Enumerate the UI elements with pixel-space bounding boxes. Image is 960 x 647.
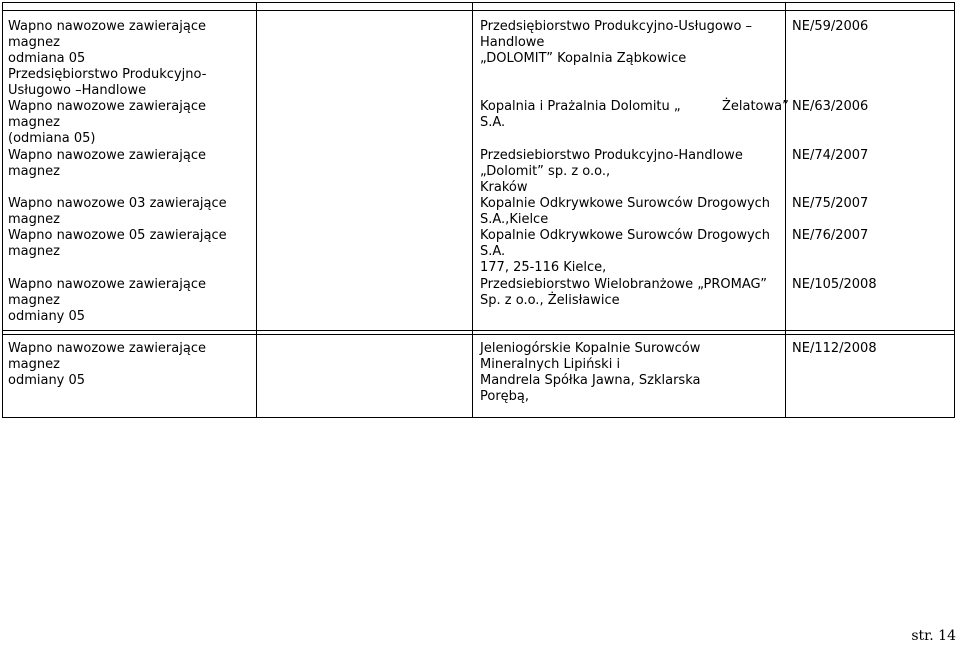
product-line: Wapno nawozowe zawierające	[8, 148, 206, 163]
table-border-top	[2, 2, 955, 3]
product-line: magnez	[8, 293, 60, 308]
table-header-line	[2, 10, 955, 11]
product-line: odmiany 05	[8, 373, 86, 388]
product-line: Przedsiębiorstwo Produkcyjno-	[8, 67, 207, 82]
product-line: (odmiana 05)	[8, 131, 96, 146]
product-line: magnez	[8, 115, 60, 130]
producer-line: Kopalnie Odkrywkowe Surowców Drogowych	[480, 196, 771, 211]
producer-line: „Dolomit” sp. z o.o.,	[480, 164, 611, 179]
product-line: odmiana 05	[8, 51, 86, 66]
producer-line: S.A.	[480, 244, 506, 259]
product-line: magnez	[8, 35, 60, 50]
page-number: str. 14	[911, 628, 956, 644]
decision-number: NE/105/2008	[792, 277, 877, 292]
product-line: Wapno nawozowe 03 zawierające	[8, 196, 227, 211]
producer-line: Handlowe	[480, 35, 545, 50]
producer-line: Przedsiebiorstwo Wielobranżowe „PROMAG”	[480, 277, 768, 292]
decision-number: NE/76/2007	[792, 228, 869, 243]
product-line: odmiany 05	[8, 309, 86, 324]
product-line: magnez	[8, 164, 60, 179]
producer-line: Przedsiębiorstwo Produkcyjno-Usługowo –	[480, 19, 753, 34]
producer-line: Jeleniogórskie Kopalnie Surowców	[480, 341, 701, 356]
product-line: Wapno nawozowe 05 zawierające	[8, 228, 227, 243]
table-row-divider	[2, 330, 955, 331]
table-border-bottom	[2, 417, 955, 418]
producer-line: Mineralnych Lipiński i	[480, 357, 621, 372]
table-row-divider-2	[2, 334, 955, 335]
table-border-col4	[785, 2, 786, 418]
producer-line: Kopalnie Odkrywkowe Surowców Drogowych	[480, 228, 771, 243]
product-line: magnez	[8, 357, 60, 372]
producer-line: Sp. z o.o., Żelisławice	[480, 293, 620, 308]
decision-number: NE/59/2006	[792, 19, 869, 34]
producer-line: Przedsiebiorstwo Produkcyjno-Handlowe	[480, 148, 743, 163]
product-line: Wapno nawozowe zawierające	[8, 341, 206, 356]
product-line: magnez	[8, 244, 60, 259]
producer-line: Kopalnia i Prażalnia Dolomitu „ Żelatowa”	[480, 99, 789, 114]
producer-line: Porębą,	[480, 389, 530, 404]
decision-number: NE/63/2006	[792, 99, 869, 114]
decision-number: NE/75/2007	[792, 196, 869, 211]
producer-line: Mandrela Spółka Jawna, Szklarska	[480, 373, 701, 388]
table-border-col2	[256, 2, 257, 418]
table-border-left	[2, 2, 3, 418]
product-line: magnez	[8, 212, 60, 227]
product-line: Wapno nawozowe zawierające	[8, 19, 206, 34]
table-border-right	[954, 2, 955, 418]
table-border-col3	[472, 2, 473, 418]
product-line: Wapno nawozowe zawierające	[8, 277, 206, 292]
producer-line: 177, 25-116 Kielce,	[480, 260, 607, 275]
producer-line: Kraków	[480, 180, 528, 195]
decision-number: NE/112/2008	[792, 341, 877, 356]
product-line: Wapno nawozowe zawierające	[8, 99, 206, 114]
decision-number: NE/74/2007	[792, 148, 869, 163]
producer-line: S.A.	[480, 115, 506, 130]
producer-line: S.A.,Kielce	[480, 212, 549, 227]
product-line: Usługowo –Handlowe	[8, 83, 147, 98]
producer-line: „DOLOMIT” Kopalnia Ząbkowice	[480, 51, 687, 66]
